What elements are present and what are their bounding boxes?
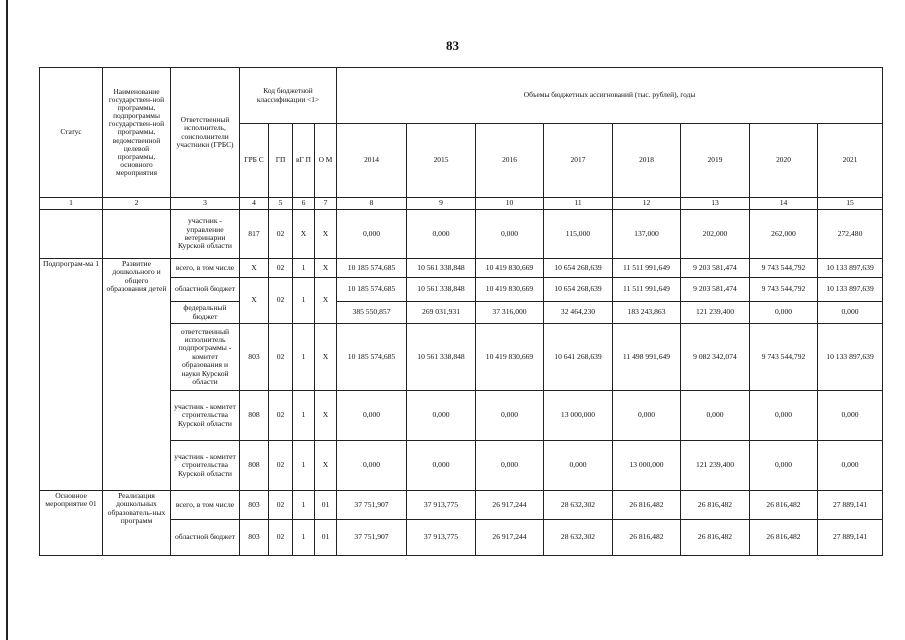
name-cell-empty <box>103 210 171 259</box>
value-cell: 9 743 544,792 <box>750 259 818 278</box>
code-om: Х <box>315 391 337 441</box>
value-cell: 0,000 <box>818 302 883 324</box>
header-program-name: Наименование государствен-ной программы, подпрограммы государствен-ной программы, ведомственной целевой программы, основного мероприятия <box>103 68 171 198</box>
value-cell: 0,000 <box>544 441 613 491</box>
code-grbs: 803 <box>240 491 269 520</box>
header-om: О М <box>315 124 337 198</box>
column-index: 13 <box>681 198 750 210</box>
value-cell: 28 632,302 <box>544 491 613 520</box>
value-cell: 121 239,400 <box>681 441 750 491</box>
main-activity-status: Основное мероприятие 01 <box>40 491 103 556</box>
column-index: 9 <box>407 198 476 210</box>
code-vgp: 1 <box>293 259 315 278</box>
executor-cell: участник - управление ветеринарии Курской области <box>171 210 240 259</box>
subprogram-status: Подпрограм-ма 1 <box>40 259 103 491</box>
value-cell: 26 816,482 <box>613 520 681 556</box>
value-cell: 10 561 338,848 <box>407 324 476 391</box>
code-gp: 02 <box>269 324 293 391</box>
code-grbs: 808 <box>240 391 269 441</box>
value-cell: 10 419 830,669 <box>476 278 544 302</box>
value-cell: 13 000,000 <box>613 441 681 491</box>
value-cell: 10 561 338,848 <box>407 278 476 302</box>
header-budget-code: Код бюджетной классификации <1> <box>240 68 337 124</box>
value-cell: 269 031,931 <box>407 302 476 324</box>
value-cell: 11 511 991,649 <box>613 259 681 278</box>
column-index: 6 <box>293 198 315 210</box>
column-index: 1 <box>40 198 103 210</box>
header-year: 2016 <box>476 124 544 198</box>
header-status: Статус <box>40 68 103 198</box>
header-year: 2019 <box>681 124 750 198</box>
value-cell: 10 133 897,639 <box>818 278 883 302</box>
code-gp: 02 <box>269 491 293 520</box>
code-vgp: 1 <box>293 520 315 556</box>
value-cell: 26 816,482 <box>750 520 818 556</box>
header-budget-volumes: Объемы бюджетных ассигнований (тыс. рублей), годы <box>337 68 883 124</box>
value-cell: 37 751,907 <box>337 520 407 556</box>
column-index: 10 <box>476 198 544 210</box>
code-grbs: Х <box>240 259 269 278</box>
value-cell: 26 816,482 <box>681 491 750 520</box>
column-index: 3 <box>171 198 240 210</box>
value-cell: 10 185 574,685 <box>337 259 407 278</box>
value-cell: 26 816,482 <box>613 491 681 520</box>
executor-cell: ответственный исполнитель подпрограммы - комитет образования и науки Курской области <box>171 324 240 391</box>
value-cell: 0,000 <box>337 441 407 491</box>
value-cell: 37 913,775 <box>407 520 476 556</box>
value-cell: 0,000 <box>818 391 883 441</box>
value-cell: 9 743 544,792 <box>750 278 818 302</box>
code-om: 01 <box>315 520 337 556</box>
executor-cell: участник - комитет строительства Курской области <box>171 391 240 441</box>
value-cell: 26 816,482 <box>750 491 818 520</box>
value-cell: 0,000 <box>681 391 750 441</box>
header-vgp: вГ П <box>293 124 315 198</box>
value-cell: 10 419 830,669 <box>476 324 544 391</box>
code-vgp: Х <box>293 210 315 259</box>
value-cell: 0,000 <box>476 391 544 441</box>
status-cell-empty <box>40 210 103 259</box>
value-cell: 0,000 <box>476 441 544 491</box>
value-cell: 137,000 <box>613 210 681 259</box>
value-cell: 0,000 <box>750 302 818 324</box>
column-index-row <box>40 198 883 210</box>
code-grbs: Х <box>240 278 269 324</box>
value-cell: 115,000 <box>544 210 613 259</box>
executor-cell: всего, в том числе <box>171 491 240 520</box>
value-cell: 26 816,482 <box>681 520 750 556</box>
code-gp: 02 <box>269 441 293 491</box>
budget-table <box>39 67 883 556</box>
value-cell: 37 316,000 <box>476 302 544 324</box>
column-index: 15 <box>818 198 883 210</box>
header-year: 2021 <box>818 124 883 198</box>
value-cell: 121 239,400 <box>681 302 750 324</box>
code-vgp: 1 <box>293 391 315 441</box>
code-om: Х <box>315 441 337 491</box>
header-executor: Ответственный исполнитель, соисполнители участники (ГРБС) <box>171 68 240 198</box>
column-index: 14 <box>750 198 818 210</box>
value-cell: 10 641 268,639 <box>544 324 613 391</box>
value-cell: 9 743 544,792 <box>750 324 818 391</box>
value-cell: 27 889,141 <box>818 520 883 556</box>
value-cell: 0,000 <box>407 210 476 259</box>
header-year: 2020 <box>750 124 818 198</box>
code-vgp: 1 <box>293 491 315 520</box>
code-gp: 02 <box>269 210 293 259</box>
column-index: 5 <box>269 198 293 210</box>
table-row <box>40 259 883 278</box>
code-vgp: 1 <box>293 441 315 491</box>
value-cell: 32 464,230 <box>544 302 613 324</box>
value-cell: 37 913,775 <box>407 491 476 520</box>
value-cell: 10 133 897,639 <box>818 324 883 391</box>
value-cell: 0,000 <box>476 210 544 259</box>
value-cell: 26 917,244 <box>476 491 544 520</box>
value-cell: 262,000 <box>750 210 818 259</box>
column-index: 4 <box>240 198 269 210</box>
value-cell: 10 561 338,848 <box>407 259 476 278</box>
value-cell: 28 632,302 <box>544 520 613 556</box>
header-gp: ГП <box>269 124 293 198</box>
executor-cell: областной бюджет <box>171 520 240 556</box>
value-cell: 0,000 <box>337 210 407 259</box>
header-year: 2017 <box>544 124 613 198</box>
value-cell: 10 654 268,639 <box>544 259 613 278</box>
code-om: Х <box>315 278 337 324</box>
header-year: 2015 <box>407 124 476 198</box>
code-gp: 02 <box>269 391 293 441</box>
value-cell: 13 000,000 <box>544 391 613 441</box>
code-om: Х <box>315 210 337 259</box>
executor-cell: участник - комитет строительства Курской области <box>171 441 240 491</box>
code-om: 01 <box>315 491 337 520</box>
table-row <box>40 210 883 259</box>
code-gp: 02 <box>269 278 293 324</box>
column-index: 12 <box>613 198 681 210</box>
code-gp: 02 <box>269 259 293 278</box>
code-vgp: 1 <box>293 278 315 324</box>
value-cell: 10 419 830,669 <box>476 259 544 278</box>
code-om: Х <box>315 259 337 278</box>
column-index: 8 <box>337 198 407 210</box>
value-cell: 9 203 581,474 <box>681 259 750 278</box>
value-cell: 272,480 <box>818 210 883 259</box>
value-cell: 11 511 991,649 <box>613 278 681 302</box>
value-cell: 9 203 581,474 <box>681 278 750 302</box>
header-year: 2014 <box>337 124 407 198</box>
code-gp: 02 <box>269 520 293 556</box>
column-index: 2 <box>103 198 171 210</box>
header-grbs: ГРБ С <box>240 124 269 198</box>
value-cell: 11 498 991,649 <box>613 324 681 391</box>
code-grbs: 803 <box>240 520 269 556</box>
column-index: 11 <box>544 198 613 210</box>
code-om: Х <box>315 324 337 391</box>
main-activity-name: Реализация дошкольных образователь-ных программ <box>103 491 171 556</box>
value-cell: 183 243,863 <box>613 302 681 324</box>
value-cell: 10 185 574,685 <box>337 278 407 302</box>
value-cell: 0,000 <box>407 391 476 441</box>
code-grbs: 808 <box>240 441 269 491</box>
value-cell: 0,000 <box>750 391 818 441</box>
value-cell: 10 654 268,639 <box>544 278 613 302</box>
value-cell: 0,000 <box>818 441 883 491</box>
value-cell: 10 133 897,639 <box>818 259 883 278</box>
value-cell: 26 917,244 <box>476 520 544 556</box>
value-cell: 385 550,857 <box>337 302 407 324</box>
code-grbs: 817 <box>240 210 269 259</box>
value-cell: 0,000 <box>337 391 407 441</box>
value-cell: 27 889,141 <box>818 491 883 520</box>
subprogram-name: Развитие дошкольного и общего образования детей <box>103 259 171 491</box>
table-row <box>40 491 883 520</box>
page-number: 83 <box>446 38 459 53</box>
value-cell: 10 185 574,685 <box>337 324 407 391</box>
code-grbs: 803 <box>240 324 269 391</box>
value-cell: 9 082 342,074 <box>681 324 750 391</box>
value-cell: 37 751,907 <box>337 491 407 520</box>
value-cell: 0,000 <box>750 441 818 491</box>
executor-cell: областной бюджет <box>171 278 240 302</box>
code-vgp: 1 <box>293 324 315 391</box>
value-cell: 0,000 <box>613 391 681 441</box>
executor-cell: всего, в том числе <box>171 259 240 278</box>
executor-cell: федеральный бюджет <box>171 302 240 324</box>
header-year: 2018 <box>613 124 681 198</box>
value-cell: 202,000 <box>681 210 750 259</box>
column-index: 7 <box>315 198 337 210</box>
page-edge-line <box>6 0 8 640</box>
value-cell: 0,000 <box>407 441 476 491</box>
